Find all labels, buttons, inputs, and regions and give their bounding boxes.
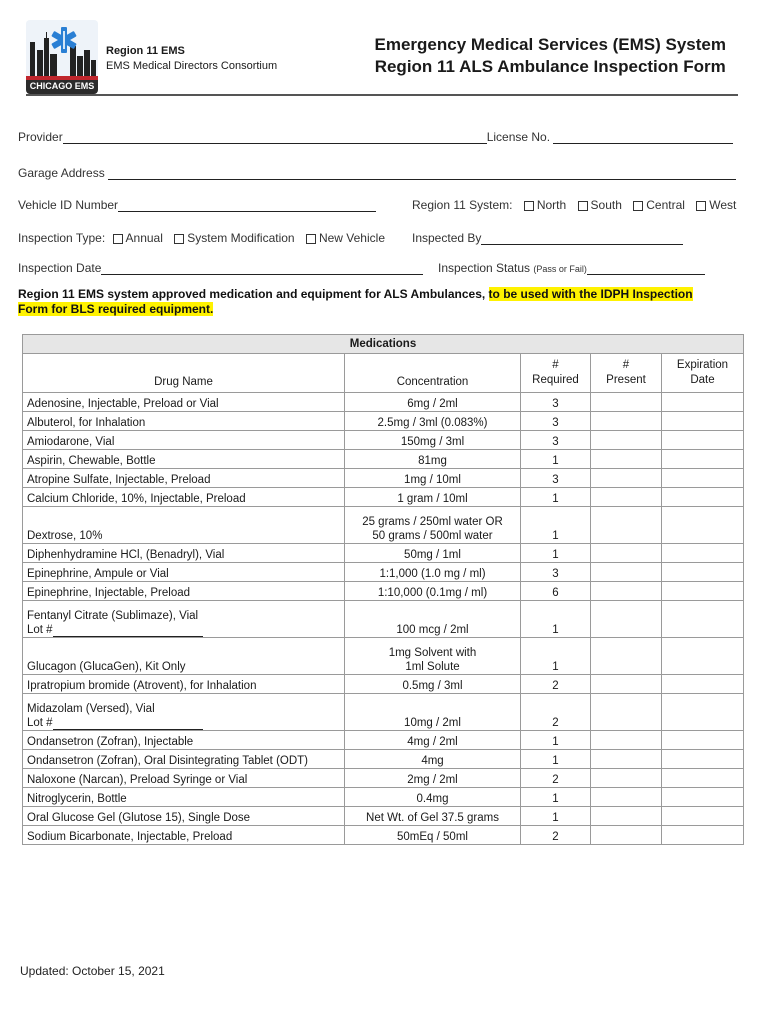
inspection-date-label: Inspection Date bbox=[18, 261, 102, 275]
inspection-date-input-line[interactable] bbox=[101, 262, 423, 275]
table-row bbox=[23, 431, 744, 450]
table-row bbox=[23, 826, 744, 845]
required-count-cell: 3 bbox=[521, 412, 591, 431]
expiration-date-cell[interactable] bbox=[662, 582, 744, 601]
drug-name-cell: Fentanyl Citrate (Sublimaze), Vial Lot # bbox=[23, 601, 345, 638]
vehicle-input-line[interactable] bbox=[118, 199, 376, 212]
present-count-cell[interactable] bbox=[591, 601, 662, 638]
concentration-cell: 4mg bbox=[345, 750, 521, 769]
present-count-cell[interactable] bbox=[591, 582, 662, 601]
required-count-cell: 6 bbox=[521, 582, 591, 601]
expiration-date-cell[interactable] bbox=[662, 469, 744, 488]
org-subtitle: EMS Medical Directors Consortium bbox=[106, 60, 278, 72]
present-count-cell[interactable] bbox=[591, 807, 662, 826]
lot-number-label: Lot # bbox=[27, 624, 53, 636]
present-count-cell[interactable] bbox=[591, 431, 662, 450]
col-header-expiration: Expiration Date bbox=[662, 354, 744, 393]
concentration-cell: 1:10,000 (0.1mg / ml) bbox=[345, 582, 521, 601]
concentration-cell: 0.5mg / 3ml bbox=[345, 675, 521, 694]
required-count-cell: 1 bbox=[521, 807, 591, 826]
lot-number-label: Lot # bbox=[27, 717, 53, 729]
expiration-date-cell[interactable] bbox=[662, 675, 744, 694]
expiration-date-cell[interactable] bbox=[662, 694, 744, 731]
present-count-cell[interactable] bbox=[591, 750, 662, 769]
drug-name-cell: Sodium Bicarbonate, Injectable, Preload bbox=[23, 826, 345, 845]
region-west-checkbox[interactable] bbox=[696, 201, 706, 211]
medications-body bbox=[23, 393, 744, 845]
expiration-date-cell[interactable] bbox=[662, 450, 744, 469]
type-modification-label: System Modification bbox=[187, 231, 295, 245]
present-count-cell[interactable] bbox=[591, 731, 662, 750]
concentration-cell: 50mEq / 50ml bbox=[345, 826, 521, 845]
required-count-cell: 1 bbox=[521, 544, 591, 563]
drug-name-cell: Atropine Sulfate, Injectable, Preload bbox=[23, 469, 345, 488]
drug-name-cell: Amiodarone, Vial bbox=[23, 431, 345, 450]
lot-number-input-line[interactable] bbox=[53, 625, 203, 637]
required-count-cell: 1 bbox=[521, 507, 591, 544]
present-count-cell[interactable] bbox=[591, 826, 662, 845]
present-count-cell[interactable] bbox=[591, 638, 662, 675]
vehicle-label: Vehicle ID Number bbox=[18, 198, 119, 212]
expiration-date-cell[interactable] bbox=[662, 788, 744, 807]
table-row bbox=[23, 675, 744, 694]
concentration-cell: 1mg / 10ml bbox=[345, 469, 521, 488]
concentration-cell: 1:1,000 (1.0 mg / ml) bbox=[345, 563, 521, 582]
approved-equipment-notice bbox=[18, 287, 738, 317]
table-row bbox=[23, 469, 744, 488]
vehicle-id-field[interactable] bbox=[18, 198, 376, 212]
region-north-checkbox[interactable] bbox=[524, 201, 534, 211]
drug-name-cell: Adenosine, Injectable, Preload or Vial bbox=[23, 393, 345, 412]
drug-name-cell: Glucagon (GlucaGen), Kit Only bbox=[23, 638, 345, 675]
table-row bbox=[23, 601, 744, 638]
required-count-cell: 1 bbox=[521, 638, 591, 675]
concentration-cell: Net Wt. of Gel 37.5 grams bbox=[345, 807, 521, 826]
table-row bbox=[23, 769, 744, 788]
drug-name-cell: Oral Glucose Gel (Glutose 15), Single Dose bbox=[23, 807, 345, 826]
required-count-cell: 1 bbox=[521, 788, 591, 807]
license-input-line[interactable] bbox=[553, 131, 733, 144]
table-row bbox=[23, 507, 744, 544]
expiration-date-cell[interactable] bbox=[662, 638, 744, 675]
drug-name-cell: Ondansetron (Zofran), Oral Disintegrating Tablet (ODT) bbox=[23, 750, 345, 769]
type-modification-checkbox[interactable] bbox=[174, 234, 184, 244]
required-count-cell: 2 bbox=[521, 826, 591, 845]
provider-field[interactable] bbox=[18, 130, 733, 144]
region-central-checkbox[interactable] bbox=[633, 201, 643, 211]
table-row bbox=[23, 544, 744, 563]
region-system-field bbox=[412, 198, 736, 212]
col-header-concentration: Concentration bbox=[345, 354, 521, 393]
inspection-type-label: Inspection Type: bbox=[18, 231, 106, 245]
drug-name-cell: Diphenhydramine HCl, (Benadryl), Vial bbox=[23, 544, 345, 563]
expiration-date-cell[interactable] bbox=[662, 769, 744, 788]
concentration-cell: 0.4mg bbox=[345, 788, 521, 807]
type-new-vehicle-label: New Vehicle bbox=[318, 231, 385, 245]
concentration-cell: 10mg / 2ml bbox=[345, 694, 521, 731]
expiration-date-cell[interactable] bbox=[662, 488, 744, 507]
present-count-cell[interactable] bbox=[591, 488, 662, 507]
drug-name-cell: Epinephrine, Injectable, Preload bbox=[23, 582, 345, 601]
inspection-status-hint: (Pass or Fail) bbox=[533, 264, 587, 274]
required-count-cell: 3 bbox=[521, 563, 591, 582]
expiration-date-cell[interactable] bbox=[662, 601, 744, 638]
expiration-date-cell[interactable] bbox=[662, 826, 744, 845]
notice-highlight-1: to be used with the IDPH Inspection bbox=[488, 287, 693, 301]
header-divider bbox=[26, 94, 738, 96]
present-count-cell[interactable] bbox=[591, 412, 662, 431]
medications-table bbox=[22, 334, 744, 845]
concentration-cell: 2.5mg / 3ml (0.083%) bbox=[345, 412, 521, 431]
concentration-cell: 100 mcg / 2ml bbox=[345, 601, 521, 638]
region-label: Region 11 System: bbox=[412, 198, 513, 212]
table-row bbox=[23, 393, 744, 412]
table-row bbox=[23, 450, 744, 469]
drug-name-cell: Albuterol, for Inhalation bbox=[23, 412, 345, 431]
drug-name-cell: Midazolam (Versed), Vial Lot # bbox=[23, 694, 345, 731]
concentration-cell: 1mg Solvent with 1ml Solute bbox=[345, 638, 521, 675]
drug-name-cell: Ipratropium bromide (Atrovent), for Inhalation bbox=[23, 675, 345, 694]
table-row bbox=[23, 638, 744, 675]
table-row bbox=[23, 788, 744, 807]
type-annual-label: Annual bbox=[125, 231, 163, 245]
required-count-cell: 2 bbox=[521, 769, 591, 788]
required-count-cell: 1 bbox=[521, 750, 591, 769]
required-count-cell: 1 bbox=[521, 731, 591, 750]
drug-name-cell: Dextrose, 10% bbox=[23, 507, 345, 544]
present-count-cell[interactable] bbox=[591, 675, 662, 694]
region-south-checkbox[interactable] bbox=[578, 201, 588, 211]
inspected-by-label: Inspected By bbox=[412, 231, 482, 245]
expiration-date-cell[interactable] bbox=[662, 412, 744, 431]
type-new-vehicle-checkbox[interactable] bbox=[306, 234, 316, 244]
drug-name-cell: Calcium Chloride, 10%, Injectable, Preload bbox=[23, 488, 345, 507]
expiration-date-cell[interactable] bbox=[662, 431, 744, 450]
title-line-1: Emergency Medical Services (EMS) System bbox=[374, 35, 726, 54]
expiration-date-cell[interactable] bbox=[662, 507, 744, 544]
table-row bbox=[23, 582, 744, 601]
concentration-cell: 6mg / 2ml bbox=[345, 393, 521, 412]
required-count-cell: 1 bbox=[521, 488, 591, 507]
concentration-cell: 50mg / 1ml bbox=[345, 544, 521, 563]
table-caption: Medications bbox=[23, 335, 744, 354]
expiration-date-cell[interactable] bbox=[662, 750, 744, 769]
required-count-cell: 1 bbox=[521, 450, 591, 469]
provider-label: Provider bbox=[18, 130, 63, 144]
provider-input-line[interactable] bbox=[63, 131, 487, 144]
type-annual-checkbox[interactable] bbox=[113, 234, 123, 244]
required-count-cell: 1 bbox=[521, 601, 591, 638]
drug-name-cell: Naloxone (Narcan), Preload Syringe or Vial bbox=[23, 769, 345, 788]
concentration-cell: 81mg bbox=[345, 450, 521, 469]
required-count-cell: 3 bbox=[521, 431, 591, 450]
garage-label: Garage Address bbox=[18, 166, 105, 180]
region-central-label: Central bbox=[646, 198, 685, 212]
required-count-cell: 2 bbox=[521, 675, 591, 694]
inspection-date-field[interactable] bbox=[18, 261, 423, 275]
present-count-cell[interactable] bbox=[591, 694, 662, 731]
required-count-cell: 2 bbox=[521, 694, 591, 731]
present-count-cell[interactable] bbox=[591, 450, 662, 469]
expiration-date-cell[interactable] bbox=[662, 731, 744, 750]
concentration-cell: 2mg / 2ml bbox=[345, 769, 521, 788]
region-south-label: South bbox=[590, 198, 622, 212]
updated-date: Updated: October 15, 2021 bbox=[20, 964, 165, 978]
region-north-label: North bbox=[536, 198, 567, 212]
organization-block bbox=[106, 44, 277, 74]
present-count-cell[interactable] bbox=[591, 507, 662, 544]
required-count-cell: 3 bbox=[521, 393, 591, 412]
chicago-ems-logo bbox=[26, 20, 98, 94]
inspection-status-label: Inspection Status bbox=[438, 261, 531, 275]
logo-text: CHICAGO EMS bbox=[29, 81, 95, 91]
inspected-by-input-line[interactable] bbox=[481, 232, 683, 245]
present-count-cell[interactable] bbox=[591, 469, 662, 488]
expiration-date-cell[interactable] bbox=[662, 807, 744, 826]
region-west-label: West bbox=[709, 198, 737, 212]
notice-highlight-2: Form for BLS required equipment. bbox=[18, 302, 214, 316]
present-count-cell[interactable] bbox=[591, 788, 662, 807]
garage-address-field[interactable] bbox=[18, 166, 736, 180]
inspection-type-field bbox=[18, 231, 385, 245]
drug-name-cell: Aspirin, Chewable, Bottle bbox=[23, 450, 345, 469]
table-row bbox=[23, 563, 744, 582]
drug-name-cell: Nitroglycerin, Bottle bbox=[23, 788, 345, 807]
col-header-present: # Present bbox=[591, 354, 662, 393]
expiration-date-cell[interactable] bbox=[662, 393, 744, 412]
drug-name-cell: Epinephrine, Ampule or Vial bbox=[23, 563, 345, 582]
concentration-cell: 150mg / 3ml bbox=[345, 431, 521, 450]
org-name: Region 11 EMS bbox=[106, 45, 185, 57]
page-title bbox=[375, 34, 727, 78]
present-count-cell[interactable] bbox=[591, 393, 662, 412]
inspection-status-input-line[interactable] bbox=[587, 262, 705, 275]
garage-input-line[interactable] bbox=[108, 167, 736, 180]
license-label: License No. bbox=[486, 130, 551, 144]
drug-name-cell: Ondansetron (Zofran), Injectable bbox=[23, 731, 345, 750]
table-row bbox=[23, 807, 744, 826]
inspection-status-field[interactable] bbox=[438, 261, 705, 275]
required-count-cell: 3 bbox=[521, 469, 591, 488]
concentration-cell: 4mg / 2ml bbox=[345, 731, 521, 750]
notice-text: Region 11 EMS system approved medication and equipment for ALS Ambulances, bbox=[18, 287, 489, 301]
table-row bbox=[23, 694, 744, 731]
col-header-drug: Drug Name bbox=[23, 354, 345, 393]
table-row bbox=[23, 750, 744, 769]
concentration-cell: 25 grams / 250ml water OR 50 grams / 500ml water bbox=[345, 507, 521, 544]
table-row bbox=[23, 488, 744, 507]
present-count-cell[interactable] bbox=[591, 563, 662, 582]
inspected-by-field[interactable] bbox=[412, 231, 683, 245]
expiration-date-cell[interactable] bbox=[662, 563, 744, 582]
expiration-date-cell[interactable] bbox=[662, 544, 744, 563]
concentration-cell: 1 gram / 10ml bbox=[345, 488, 521, 507]
title-line-2: Region 11 ALS Ambulance Inspection Form bbox=[374, 57, 726, 76]
lot-number-input-line[interactable] bbox=[53, 718, 203, 730]
col-header-required: # Required bbox=[521, 354, 591, 393]
present-count-cell[interactable] bbox=[591, 544, 662, 563]
table-row bbox=[23, 731, 744, 750]
present-count-cell[interactable] bbox=[591, 769, 662, 788]
table-row bbox=[23, 412, 744, 431]
